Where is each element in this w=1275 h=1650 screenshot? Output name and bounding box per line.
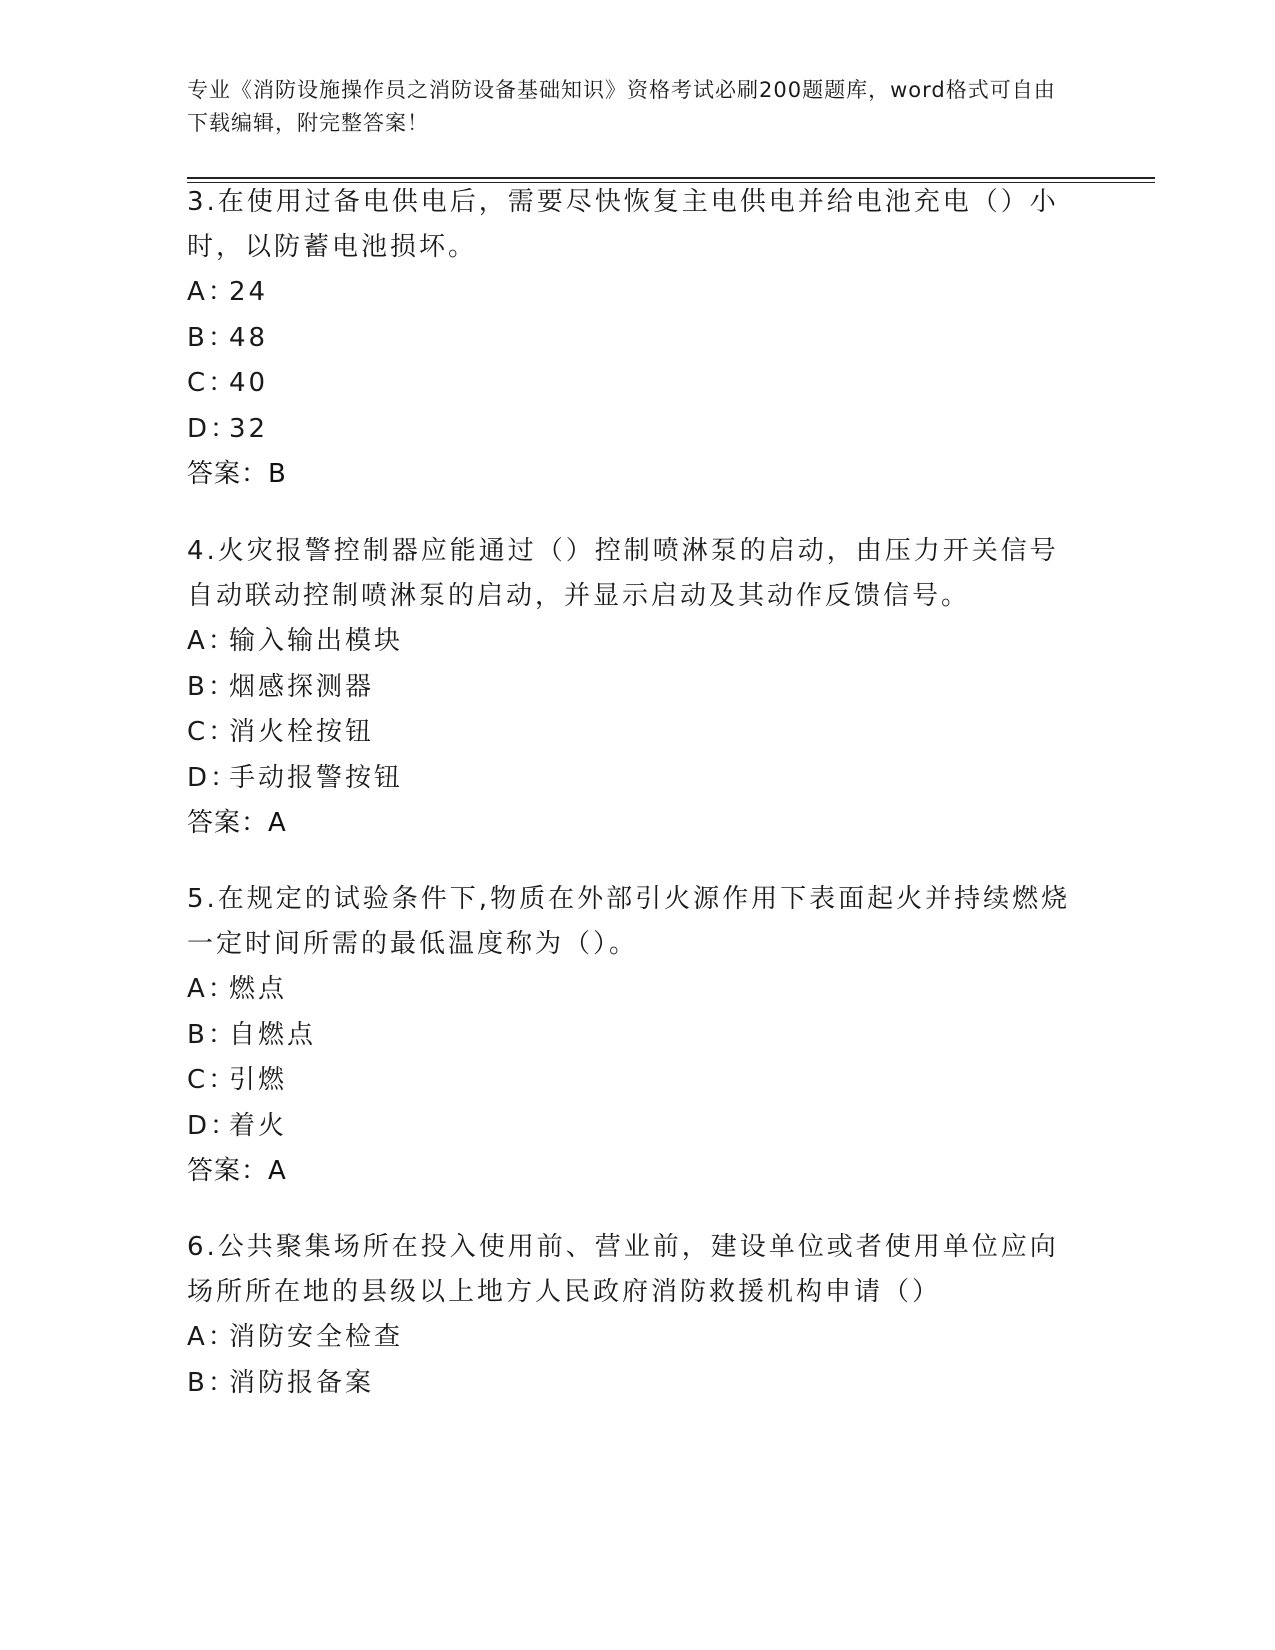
option-text: 40: [229, 368, 269, 398]
option-key: D：: [187, 1110, 240, 1141]
option-text: 自燃点: [229, 1019, 317, 1050]
option-text: 输入输出模块: [229, 626, 404, 656]
option-b: [187, 1013, 1087, 1059]
answer-label: 答案：A: [187, 808, 287, 838]
option-a: [187, 619, 1087, 665]
question-stem: 3.在使用过备电供电后，需要尽快恢复主电供电并给电池充电（）小时，以防蓄电池损坏。: [187, 187, 1059, 262]
question-6: [187, 1225, 1087, 1406]
answer-label: 答案：B: [187, 459, 287, 489]
option-text: 24: [229, 277, 269, 307]
option-c: [187, 1058, 1087, 1104]
option-key: D：: [187, 762, 240, 793]
option-key: D：: [187, 413, 240, 444]
option-d: [187, 407, 1087, 453]
option-text: 燃点: [229, 974, 288, 1004]
option-c: [187, 710, 1087, 756]
option-c: [187, 361, 1087, 407]
header-divider-thick: [187, 177, 1155, 179]
question-stem: 6.公共聚集场所在投入使用前、营业前，建设单位或者使用单位应向场所所在地的县级以上地方人民政府消防救援机构申请（）: [187, 1232, 1059, 1307]
question-stem: 4.火灾报警控制器应能通过（）控制喷淋泵的启动，由压力开关信号自动联动控制喷淋泵的启动，并显示启动及其动作反馈信号。: [187, 536, 1059, 611]
option-key: A：: [187, 974, 237, 1004]
option-key: A：: [187, 277, 237, 307]
option-a: [187, 270, 1087, 316]
option-key: C：: [187, 717, 238, 747]
option-text: 消防安全检查: [229, 1322, 404, 1352]
document-header: 专业《消防设施操作员之消防设备基础知识》资格考试必刷200题题库，word格式可自由下载编辑，附完整答案！: [187, 78, 1056, 135]
option-key: B：: [187, 1019, 237, 1050]
question-3: [187, 180, 1087, 497]
option-a: [187, 967, 1087, 1013]
option-text: 引燃: [229, 1065, 288, 1095]
option-text: 32: [229, 413, 269, 444]
option-key: B：: [187, 671, 237, 702]
option-text: 消火栓按钮: [229, 717, 375, 747]
option-key: B：: [187, 322, 237, 353]
option-key: C：: [187, 1065, 238, 1095]
question-4: [187, 529, 1087, 846]
option-text: 手动报警按钮: [229, 762, 404, 793]
answer-label: 答案：A: [187, 1156, 287, 1186]
question-stem: 5.在规定的试验条件下,物质在外部引火源作用下表面起火并持续燃烧一定时间所需的最低温度称为（）。: [187, 884, 1071, 959]
option-key: A：: [187, 626, 237, 656]
option-text: 着火: [229, 1110, 288, 1141]
option-b: [187, 316, 1087, 362]
option-d: [187, 1104, 1087, 1150]
option-d: [187, 756, 1087, 802]
option-text: 烟感探测器: [229, 671, 375, 702]
option-key: A：: [187, 1322, 237, 1352]
question-5: [187, 877, 1087, 1194]
option-b: [187, 665, 1087, 711]
option-a: [187, 1315, 1087, 1361]
option-text: 48: [229, 322, 269, 353]
option-text: 消防报备案: [229, 1367, 375, 1398]
option-b: [187, 1361, 1087, 1407]
option-key: C：: [187, 368, 238, 398]
option-key: B：: [187, 1367, 237, 1398]
